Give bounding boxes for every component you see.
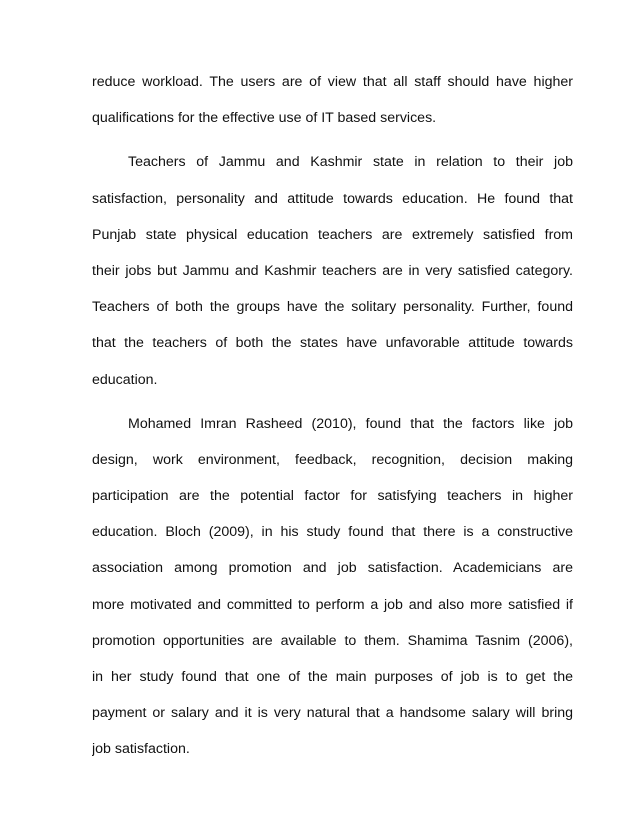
text-line: association among promotion and job satisfaction. Academicians are bbox=[92, 560, 573, 577]
document-page bbox=[92, 64, 573, 768]
text-line: qualifications for the effective use of IT based services. bbox=[92, 110, 437, 127]
text-line: that the teachers of both the states have unfavorable attitude towards bbox=[92, 335, 573, 352]
text-line: more motivated and committed to perform a job and also more satisfied if bbox=[92, 596, 573, 613]
paragraph-spacer bbox=[92, 398, 573, 406]
text-line: reduce workload. The users are of view that all staff should have higher bbox=[92, 74, 573, 90]
text-line: their jobs but Jammu and Kashmir teachers are in very satisfied category. bbox=[92, 262, 573, 279]
text-line: job satisfaction. bbox=[92, 741, 190, 758]
text-line: satisfaction, personality and attitude towards education. He found that bbox=[92, 190, 573, 207]
text-line: education. Bloch (2009), in his study found that there is a constructive bbox=[92, 524, 573, 541]
text-line: Mohamed Imran Rasheed (2010), found that the factors like job bbox=[128, 415, 573, 432]
text-line: design, work environment, feedback, recognition, decision making bbox=[92, 451, 573, 468]
paragraph-spacer bbox=[92, 136, 573, 144]
text-line: promotion opportunities are available to them. Shamima Tasnim (2006), bbox=[92, 632, 573, 649]
text-line: education. bbox=[92, 371, 158, 388]
paragraph-2 bbox=[92, 144, 573, 397]
text-line: in her study found that one of the main purposes of job is to get the bbox=[92, 669, 573, 685]
text-line: Punjab state physical education teachers are extremely satisfied from bbox=[92, 226, 573, 243]
text-line: Teachers of both the groups have the solitary personality. Further, found bbox=[92, 299, 573, 316]
text-line: payment or salary and it is very natural that a handsome salary will bring bbox=[92, 705, 573, 722]
paragraph-1 bbox=[92, 64, 573, 136]
paragraph-3 bbox=[92, 406, 573, 768]
text-line: Teachers of Jammu and Kashmir state in relation to their job bbox=[128, 154, 573, 171]
text-line: participation are the potential factor for satisfying teachers in higher bbox=[92, 488, 573, 505]
